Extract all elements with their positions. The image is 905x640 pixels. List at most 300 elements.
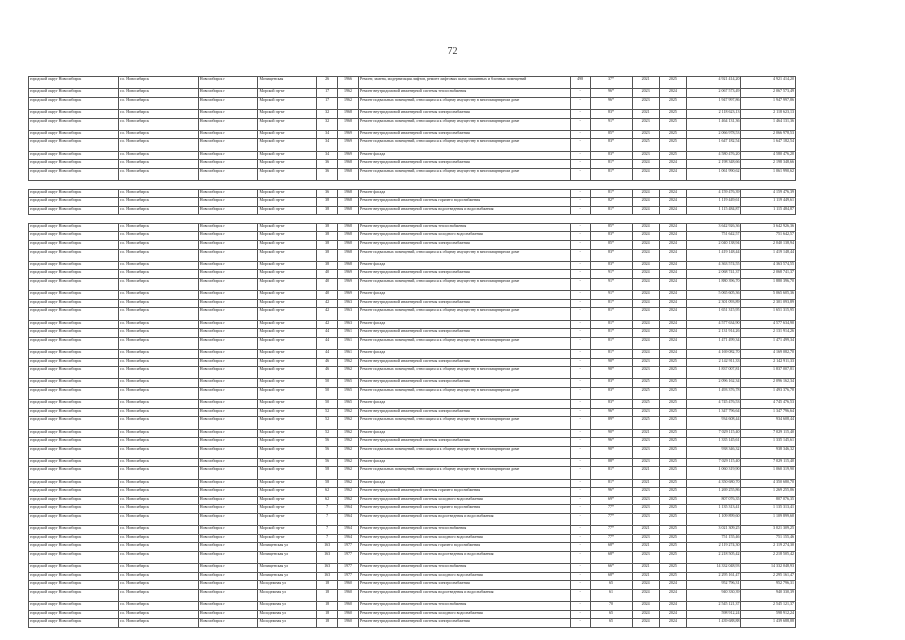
table-row <box>29 241 796 250</box>
cell-year-from: 2024 <box>632 581 659 590</box>
cell-year-from: 2024 <box>632 279 659 291</box>
cell-total: 751 155,46 <box>741 534 796 543</box>
cell-city: Новосибирск г <box>198 446 258 458</box>
cell-area: - <box>570 564 590 573</box>
table-row <box>29 299 796 308</box>
table-row <box>29 552 796 564</box>
table-row <box>29 610 796 619</box>
cell-code: 65 <box>590 619 632 628</box>
cell-locality: г.о. Новосибирск <box>119 232 199 241</box>
cell-locality: г.о. Новосибирск <box>119 526 199 535</box>
cell-year: 1962 <box>338 479 359 488</box>
cell-year: 1962 <box>338 446 359 458</box>
cell-municipality: городской округ Новосибирск <box>29 526 119 535</box>
table-row <box>29 249 796 261</box>
cell-code: 81* <box>590 467 632 479</box>
cell-street: Морской пр-кт <box>258 337 317 349</box>
cell-year-to: 2024 <box>659 270 686 279</box>
cell-house: 17 <box>317 97 338 109</box>
cell-code: 81* <box>590 349 632 358</box>
cell-city: Новосибирск г <box>198 279 258 291</box>
cell-house: 52 <box>317 429 338 438</box>
cell-year-from: 2024 <box>632 261 659 270</box>
cell-city: Новосибирск г <box>198 564 258 573</box>
cell-code: 77* <box>590 514 632 526</box>
cell-city: Новосибирск г <box>198 543 258 552</box>
cell-work-type: Ремонт внутридомовой инженерной системы холодного водоснабжения <box>359 572 571 581</box>
cell-year: 1965 <box>338 387 359 399</box>
cell-municipality: городской округ Новосибирск <box>29 619 119 628</box>
cell-locality: г.о. Новосибирск <box>119 89 199 98</box>
cell-year: 1960 <box>338 581 359 590</box>
cell-area: 498 <box>570 77 590 89</box>
cell-house: 42 <box>317 308 338 320</box>
cell-municipality: городской округ Новосибирск <box>29 358 119 367</box>
cell-year-from: 2023 <box>632 118 659 130</box>
cell-street: Морской пр-кт <box>258 534 317 543</box>
cell-year: 1962 <box>338 408 359 417</box>
cell-year-from: 2024 <box>632 610 659 619</box>
cell-total: 2 118 623,13 <box>741 109 796 118</box>
cell-house: 38 <box>317 261 338 270</box>
cell-street: Морской пр-кт <box>258 358 317 367</box>
cell-work-type: Ремонт фасада <box>359 291 571 300</box>
cell-year-from: 2024 <box>632 291 659 300</box>
cell-year-to: 2024 <box>659 279 686 291</box>
cell-city: Новосибирск г <box>198 479 258 488</box>
cell-locality: г.о. Новосибирск <box>119 479 199 488</box>
cell-total: 1 464 131,36 <box>741 118 796 130</box>
cell-year: 1962 <box>338 97 359 109</box>
table-row <box>29 619 796 628</box>
cell-year-to: 2025 <box>659 488 686 497</box>
cell-total: 2 142 911,33 <box>741 358 796 367</box>
cell-area: - <box>570 270 590 279</box>
cell-year-to: 2024 <box>659 308 686 320</box>
cell-municipality: городской округ Новосибирск <box>29 408 119 417</box>
cell-work-type: Ремонт внутридомовой инженерной системы электроснабжения <box>359 299 571 308</box>
cell-city: Новосибирск г <box>198 109 258 118</box>
cell-total: 1 880 396,70 <box>741 279 796 291</box>
cell-municipality: городской округ Новосибирск <box>29 261 119 270</box>
cell-cost: 1 880 396,70 <box>686 279 740 291</box>
cell-year-from: 2023 <box>632 89 659 98</box>
cell-work-type: Ремонт внутридомовой инженерной системы электроснабжения <box>359 130 571 139</box>
cell-code: 83* <box>590 249 632 261</box>
cell-street: Морской пр-кт <box>258 232 317 241</box>
cell-city: Новосибирск г <box>198 89 258 98</box>
cell-house: 38 <box>317 249 338 261</box>
cell-year: 1968 <box>338 232 359 241</box>
cell-street: Мочищенская ул <box>258 543 317 552</box>
table-row <box>29 408 796 417</box>
cell-year: 1977 <box>338 564 359 573</box>
cell-cost: 2 067 573,49 <box>686 89 740 98</box>
cell-year-to: 2025 <box>659 446 686 458</box>
cell-total: 2 545 121,37 <box>741 602 796 611</box>
cell-locality: г.о. Новосибирск <box>119 308 199 320</box>
cell-street: Морской пр-кт <box>258 241 317 250</box>
cell-year: 1968 <box>338 160 359 169</box>
cell-street: Морской пр-кт <box>258 329 317 338</box>
cell-work-type: Ремонт внутридомовой инженерной системы холодного водоснабжения <box>359 496 571 505</box>
cell-municipality: городской округ Новосибирск <box>29 610 119 619</box>
cell-work-type: Ремонт внутридомовой инженерной системы теплоснабжения <box>359 526 571 535</box>
cell-year: 1968 <box>338 249 359 261</box>
cell-year-to: 2025 <box>659 400 686 409</box>
table-row <box>29 602 796 611</box>
table-body <box>29 77 796 628</box>
cell-cost: 2 096 162,34 <box>686 379 740 388</box>
cell-house: 32 <box>317 109 338 118</box>
cell-city: Новосибирск г <box>198 118 258 130</box>
cell-cost: 1 335 145,61 <box>686 438 740 447</box>
table-row <box>29 337 796 349</box>
cell-house: 32 <box>317 118 338 130</box>
cell-cost: 1 060 319,90 <box>686 467 740 479</box>
table-row <box>29 438 796 447</box>
cell-year: 1960 <box>338 589 359 601</box>
cell-area: - <box>570 261 590 270</box>
cell-street: Морской пр-кт <box>258 249 317 261</box>
cell-code: 65 <box>590 610 632 619</box>
table-row <box>29 417 796 429</box>
cell-municipality: городской округ Новосибирск <box>29 206 119 215</box>
cell-year-from: 2024 <box>632 349 659 358</box>
cell-work-type: Ремонт подвальных помещений, относящихся к общему имуществу в многоквартирном доме <box>359 168 571 180</box>
cell-street: Морской пр-кт <box>258 89 317 98</box>
cell-city: Новосибирск г <box>198 417 258 429</box>
cell-street: Морской пр-кт <box>258 408 317 417</box>
cell-total: 4 169 082,70 <box>741 349 796 358</box>
cell-year-from: 2023 <box>632 552 659 564</box>
cell-house: 36 <box>317 189 338 198</box>
cell-municipality: городской округ Новосибирск <box>29 534 119 543</box>
cell-code: 81* <box>590 308 632 320</box>
cell-year-from: 2024 <box>632 270 659 279</box>
cell-house: 62 <box>317 496 338 505</box>
cell-municipality: городской округ Новосибирск <box>29 279 119 291</box>
cell-year-from: 2024 <box>632 189 659 198</box>
cell-code: 96* <box>590 438 632 447</box>
cell-year: 1977 <box>338 572 359 581</box>
table-row <box>29 160 796 169</box>
cell-year-to: 2024 <box>659 249 686 261</box>
cell-locality: г.о. Новосибирск <box>119 320 199 329</box>
cell-year: 1961 <box>338 337 359 349</box>
cell-code: 91* <box>590 118 632 130</box>
cell-street: Мочищенская ул <box>258 552 317 564</box>
table-row <box>29 270 796 279</box>
cell-city: Новосибирск г <box>198 97 258 109</box>
cell-code: 81* <box>590 337 632 349</box>
cell-total: 2 068 741,37 <box>741 270 796 279</box>
cell-total: 1 419 148,44 <box>741 249 796 261</box>
cell-work-type: Ремонт внутридомовой инженерной системы электроснабжения <box>359 379 571 388</box>
cell-year-from: 2021 <box>632 467 659 479</box>
cell-street: Морской пр-кт <box>258 488 317 497</box>
cell-work-type: Ремонт подвальных помещений, относящихся к общему имуществу в многоквартирном доме <box>359 337 571 349</box>
cell-year-to: 2025 <box>659 467 686 479</box>
cell-locality: г.о. Новосибирск <box>119 160 199 169</box>
cell-year-to: 2024 <box>659 291 686 300</box>
table-row <box>29 198 796 207</box>
cell-street: Молодежная ул <box>258 619 317 628</box>
cell-cost: 2 040 138,94 <box>686 241 740 250</box>
cell-cost: 1 061 990,62 <box>686 168 740 180</box>
cell-year-to: 2024 <box>659 223 686 232</box>
cell-year: 1965 <box>338 400 359 409</box>
cell-work-type: Ремонт внутридомовой инженерной системы холодного водоснабжения <box>359 534 571 543</box>
cell-year-to: 2025 <box>659 130 686 139</box>
cell-work-type: Ремонт внутридомовой инженерной системы холодного водоснабжения <box>359 232 571 241</box>
cell-work-type: Ремонт внутридомовой инженерной системы электроснабжения <box>359 408 571 417</box>
cell-city: Новосибирск г <box>198 206 258 215</box>
cell-street: Морской пр-кт <box>258 526 317 535</box>
table-row <box>29 139 796 151</box>
cell-house: 52 <box>317 408 338 417</box>
cell-municipality: городской округ Новосибирск <box>29 109 119 118</box>
cell-street: Морской пр-кт <box>258 458 317 467</box>
cell-locality: г.о. Новосибирск <box>119 429 199 438</box>
cell-year-to: 2025 <box>659 564 686 573</box>
cell-code: 83* <box>590 387 632 399</box>
table-row <box>29 329 796 338</box>
cell-street: Молодежная ул <box>258 581 317 590</box>
cell-year-to: 2025 <box>659 572 686 581</box>
table-row <box>29 77 796 89</box>
table-row <box>29 458 796 467</box>
cell-area: - <box>570 279 590 291</box>
cell-cost: 3 642 926,36 <box>686 223 740 232</box>
cell-code: 83* <box>590 109 632 118</box>
cell-locality: г.о. Новосибирск <box>119 602 199 611</box>
cell-house: 50 <box>317 387 338 399</box>
cell-year-to: 2025 <box>659 417 686 429</box>
cell-city: Новосибирск г <box>198 308 258 320</box>
cell-area: - <box>570 467 590 479</box>
cell-cost: 1 419 148,44 <box>686 249 740 261</box>
cell-house: 46 <box>317 367 338 379</box>
cell-total: 1 135 313,41 <box>741 505 796 514</box>
cell-city: Новосибирск г <box>198 270 258 279</box>
cell-municipality: городской округ Новосибирск <box>29 308 119 320</box>
cell-total: 2 131 914,26 <box>741 329 796 338</box>
cell-code: 88* <box>590 458 632 467</box>
cell-year-to: 2025 <box>659 552 686 564</box>
cell-work-type: Ремонт внутридомовой инженерной системы теплоснабжения <box>359 564 571 573</box>
cell-code: 83* <box>590 379 632 388</box>
cell-house: 50 <box>317 400 338 409</box>
cell-area: - <box>570 572 590 581</box>
cell-street: Морской пр-кт <box>258 417 317 429</box>
cell-total: 1 335 145,61 <box>741 438 796 447</box>
cell-work-type: Ремонт подвальных помещений, относящихся к общему имуществу в многоквартирном доме <box>359 249 571 261</box>
cell-cost: 1 651 315,95 <box>686 308 740 320</box>
table-row <box>29 130 796 139</box>
cell-year-to: 2024 <box>659 206 686 215</box>
cell-city: Новосибирск г <box>198 367 258 379</box>
cell-area: - <box>570 387 590 399</box>
cell-year-to: 2025 <box>659 367 686 379</box>
cell-area: - <box>570 408 590 417</box>
cell-cost: 751 642,57 <box>686 232 740 241</box>
table-row <box>29 488 796 497</box>
cell-locality: г.о. Новосибирск <box>119 151 199 160</box>
table-row <box>29 564 796 573</box>
cell-cost: 940 330,39 <box>686 589 740 601</box>
cell-cost: 4 363 574,55 <box>686 261 740 270</box>
cell-total: 14 332 048,93 <box>741 564 796 573</box>
cell-year-from: 2024 <box>632 299 659 308</box>
table-row <box>29 118 796 130</box>
table-row <box>29 206 796 215</box>
cell-house: 56 <box>317 438 338 447</box>
cell-municipality: городской округ Новосибирск <box>29 387 119 399</box>
cell-work-type: Ремонт внутридомовой инженерной системы электроснабжения <box>359 358 571 367</box>
cell-year-to: 2024 <box>659 241 686 250</box>
cell-cost: 1 109 899,60 <box>686 514 740 526</box>
cell-year-to: 2025 <box>659 534 686 543</box>
cell-year: 1969 <box>338 151 359 160</box>
cell-year-from: 2023 <box>632 358 659 367</box>
cell-house: 44 <box>317 337 338 349</box>
cell-locality: г.о. Новосибирск <box>119 349 199 358</box>
cell-cost: 1 837 007,81 <box>686 367 740 379</box>
cell-year-from: 2023 <box>632 514 659 526</box>
cell-street: Молодежная ул <box>258 589 317 601</box>
cell-street: Морской пр-кт <box>258 160 317 169</box>
cell-house: 7 <box>317 534 338 543</box>
table-row <box>29 168 796 180</box>
cell-year-from: 2021 <box>632 564 659 573</box>
cell-year-from: 2021 <box>632 526 659 535</box>
cell-city: Новосибирск г <box>198 291 258 300</box>
cell-total: 2 096 162,34 <box>741 379 796 388</box>
cell-year: 1961 <box>338 349 359 358</box>
table-row <box>29 89 796 98</box>
cell-year: 1960 <box>338 619 359 628</box>
cell-house: 36 <box>317 168 338 180</box>
cell-house: 17 <box>317 89 338 98</box>
cell-total: 7 029 115,40 <box>741 429 796 438</box>
cell-locality: г.о. Новосибирск <box>119 581 199 590</box>
table-row <box>29 349 796 358</box>
table-row <box>29 232 796 241</box>
cell-year-from: 2024 <box>632 241 659 250</box>
cell-year-to: 2025 <box>659 77 686 89</box>
cell-area: - <box>570 438 590 447</box>
cell-year-to: 2024 <box>659 349 686 358</box>
cell-area: - <box>570 479 590 488</box>
cell-cost: 14 332 048,93 <box>686 564 740 573</box>
cell-work-type: Ремонт фасада <box>359 479 571 488</box>
cell-year-from: 2024 <box>632 320 659 329</box>
cell-year-from: 2021 <box>632 543 659 552</box>
cell-city: Новосибирск г <box>198 526 258 535</box>
cell-street: Морской пр-кт <box>258 139 317 151</box>
cell-year: 1968 <box>338 118 359 130</box>
cell-work-type: Ремонт подвальных помещений, относящихся к общему имуществу в многоквартирном доме <box>359 308 571 320</box>
cell-total: 598 912,24 <box>741 610 796 619</box>
cell-cost: 1 439 688,88 <box>686 619 740 628</box>
cell-year-to: 2024 <box>659 329 686 338</box>
cell-code: 69* <box>590 496 632 505</box>
cell-year-to: 2024 <box>659 320 686 329</box>
cell-municipality: городской округ Новосибирск <box>29 160 119 169</box>
cell-cost: 2 198 348,66 <box>686 160 740 169</box>
cell-year-from: 2024 <box>632 619 659 628</box>
cell-year: 1963 <box>338 308 359 320</box>
cell-city: Новосибирск г <box>198 514 258 526</box>
cell-code: 90* <box>590 446 632 458</box>
cell-area: - <box>570 514 590 526</box>
cell-area: - <box>570 97 590 109</box>
cell-municipality: городской округ Новосибирск <box>29 488 119 497</box>
cell-code: 81* <box>590 479 632 488</box>
cell-year-from: 2024 <box>632 249 659 261</box>
cell-year-to: 2024 <box>659 160 686 169</box>
cell-year-to: 2024 <box>659 602 686 611</box>
table-row <box>29 572 796 581</box>
table-row <box>29 387 796 399</box>
cell-house: 38 <box>317 198 338 207</box>
cell-code: 77* <box>590 534 632 543</box>
cell-work-type: Ремонт внутридомовой инженерной системы горячего водоснабжения <box>359 488 571 497</box>
cell-year-to: 2025 <box>659 438 686 447</box>
cell-year: 1968 <box>338 223 359 232</box>
cell-cost: 4 580 476,20 <box>686 151 740 160</box>
cell-year-from: 2023 <box>632 367 659 379</box>
cell-municipality: городской округ Новосибирск <box>29 223 119 232</box>
cell-total: 940 330,39 <box>741 589 796 601</box>
cell-work-type: Ремонт фасада <box>359 349 571 358</box>
cell-year-from: 2021 <box>632 77 659 89</box>
cell-municipality: городской округ Новосибирск <box>29 118 119 130</box>
cell-year-to: 2025 <box>659 358 686 367</box>
cell-area: - <box>570 160 590 169</box>
cell-locality: г.о. Новосибирск <box>119 223 199 232</box>
cell-municipality: городской округ Новосибирск <box>29 198 119 207</box>
cell-house: 42 <box>317 299 338 308</box>
cell-year-from: 2021 <box>632 479 659 488</box>
cell-cost: 1 493 376,78 <box>686 387 740 399</box>
cell-code: 91* <box>590 291 632 300</box>
cell-area: - <box>570 400 590 409</box>
cell-city: Новосибирск г <box>198 329 258 338</box>
cell-area: - <box>570 299 590 308</box>
cell-locality: г.о. Новосибирск <box>119 367 199 379</box>
cell-municipality: городской округ Новосибирск <box>29 400 119 409</box>
cell-year-from: 2025 <box>632 387 659 399</box>
cell-locality: г.о. Новосибирск <box>119 488 199 497</box>
cell-locality: г.о. Новосибирск <box>119 241 199 250</box>
cell-total: 1 947 997,86 <box>741 97 796 109</box>
cell-street: Морской пр-кт <box>258 206 317 215</box>
cell-area: - <box>570 308 590 320</box>
cell-street: Морской пр-кт <box>258 299 317 308</box>
cell-total: 1 439 688,88 <box>741 619 796 628</box>
cell-city: Новосибирск г <box>198 610 258 619</box>
cell-house: 7 <box>317 505 338 514</box>
cell-year-to: 2025 <box>659 496 686 505</box>
cell-cost: 7 029 115,40 <box>686 429 740 438</box>
cell-cost: 2 131 914,26 <box>686 329 740 338</box>
cell-house: 56 <box>317 446 338 458</box>
cell-year-to: 2025 <box>659 505 686 514</box>
table-row <box>29 429 796 438</box>
cell-area: - <box>570 619 590 628</box>
